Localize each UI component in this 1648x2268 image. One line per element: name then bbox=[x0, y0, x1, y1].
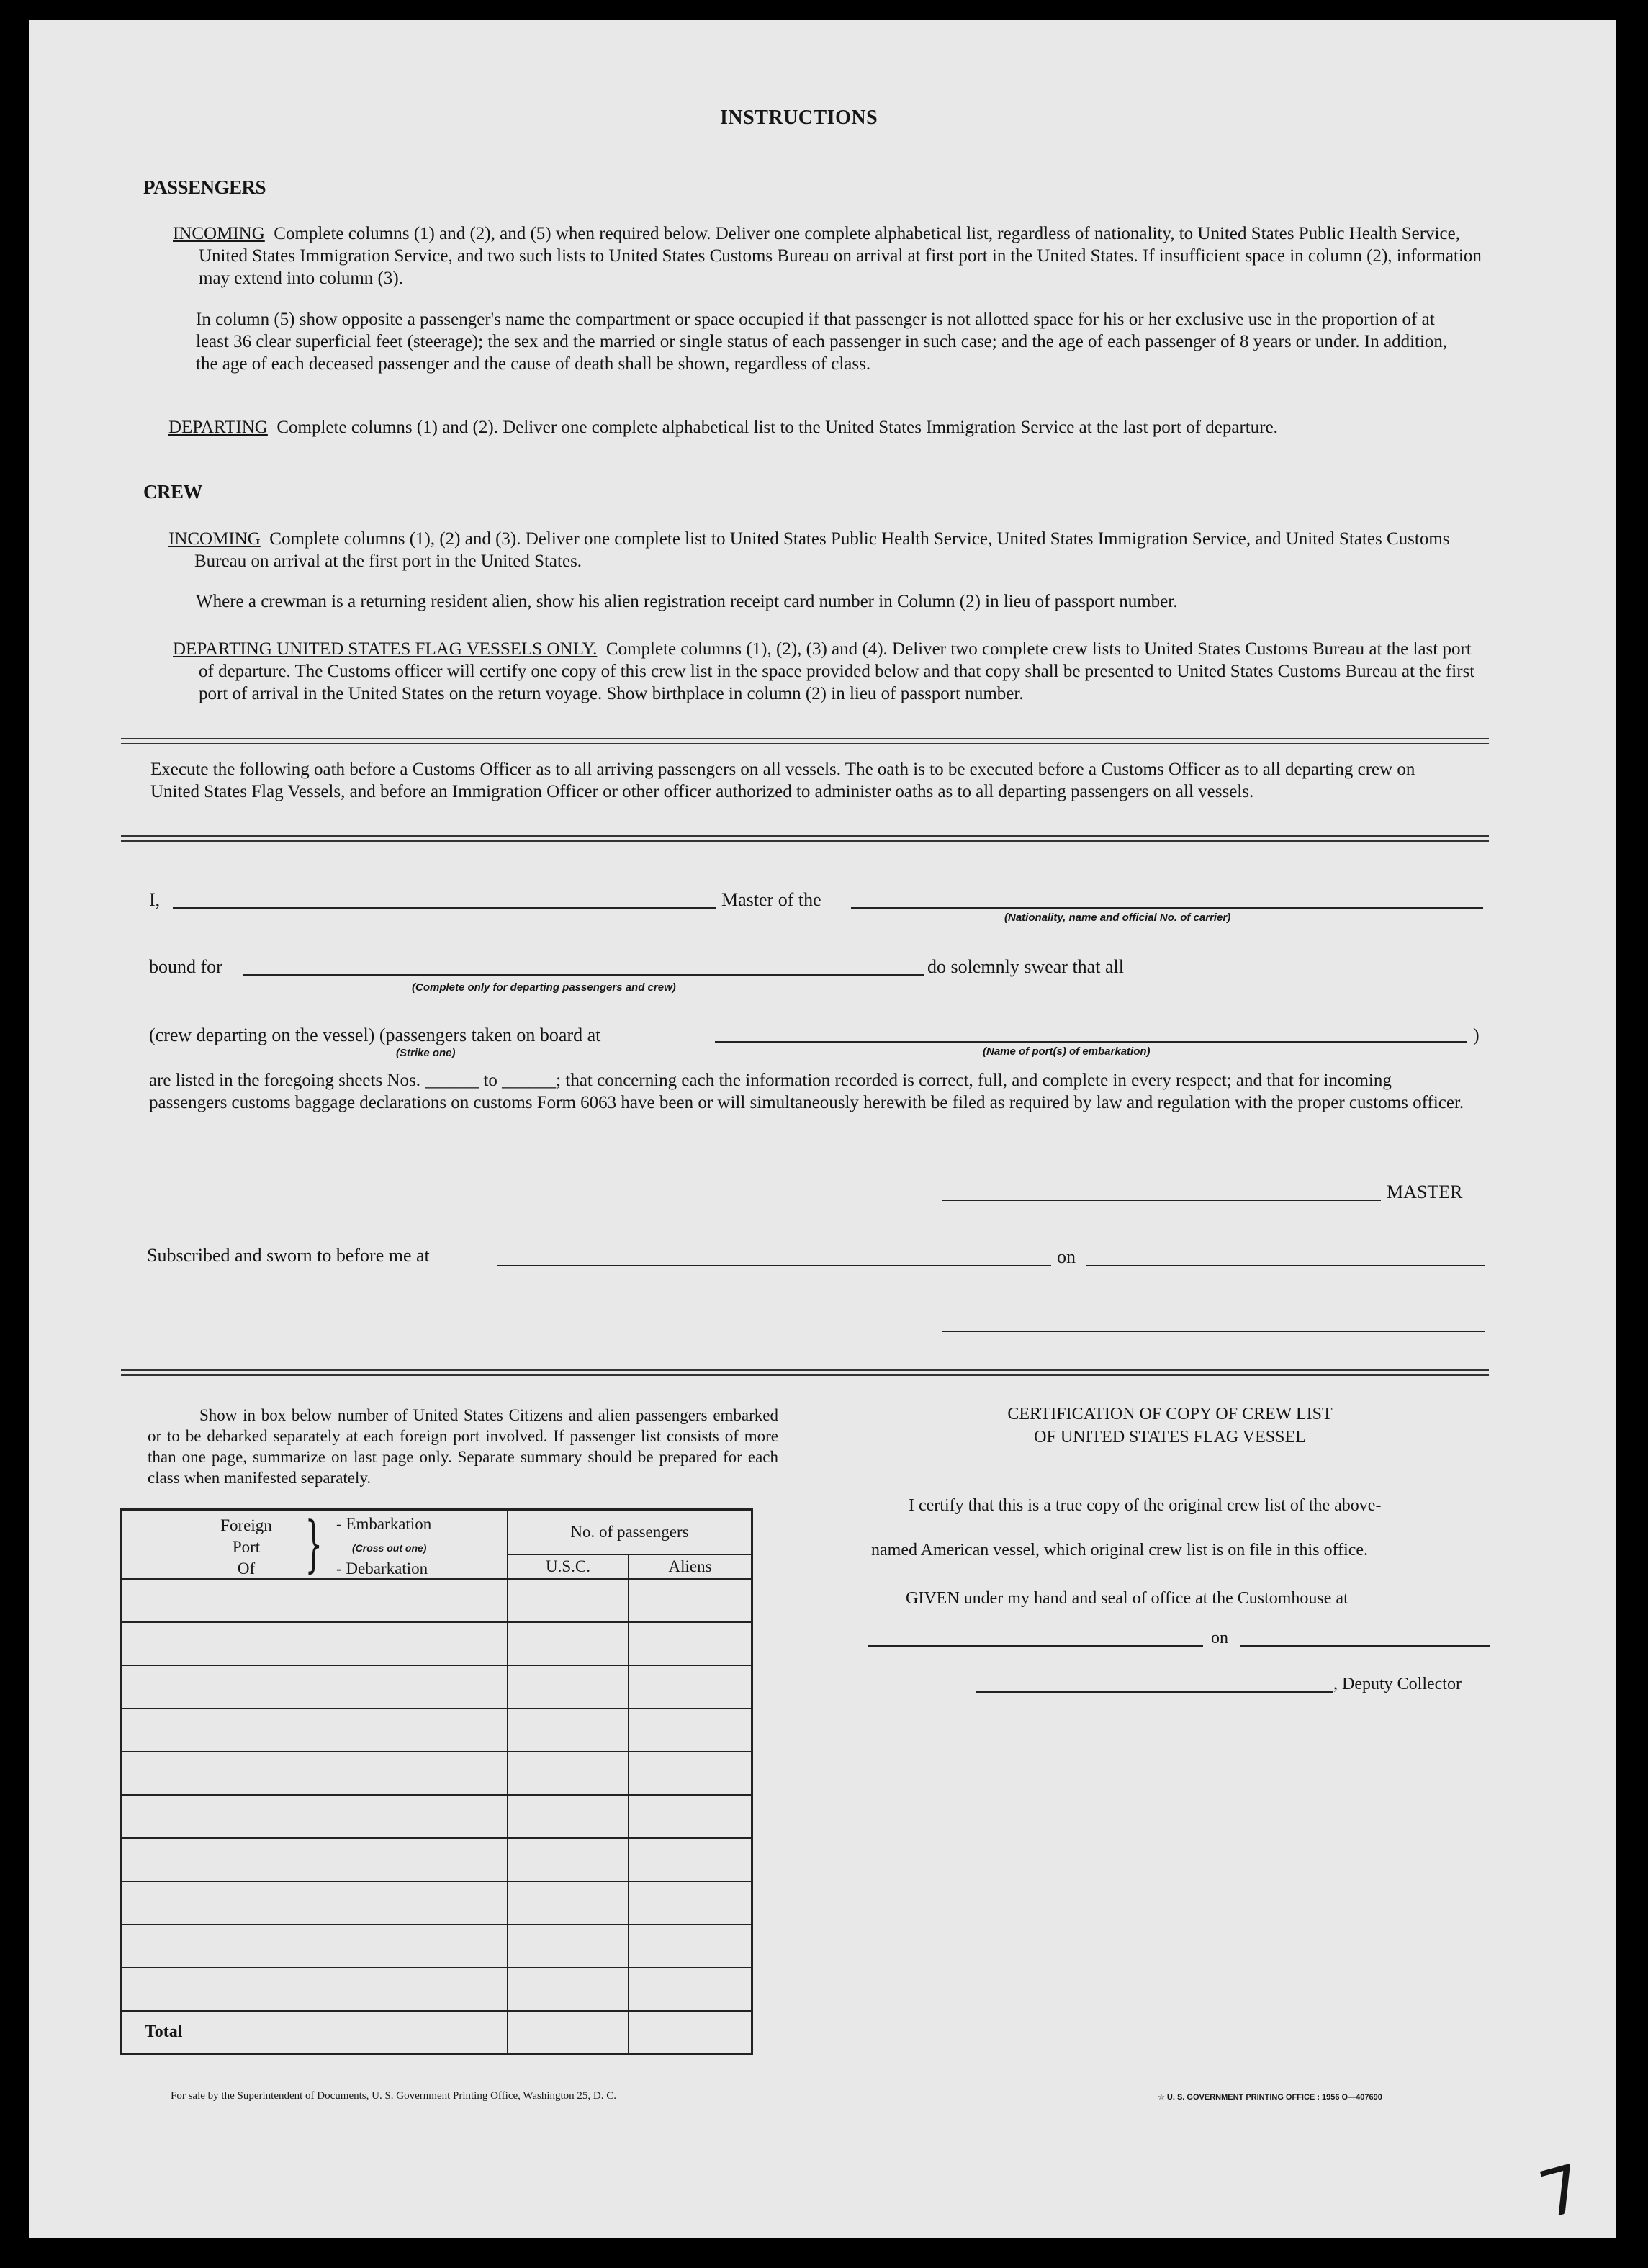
crew-heading: CREW bbox=[143, 481, 203, 503]
passengers-heading: PASSENGERS bbox=[143, 176, 266, 198]
certification-title-line1: CERTIFICATION OF COPY OF CREW LIST bbox=[1007, 1405, 1333, 1423]
bound-caption: (Complete only for departing passengers and crew) bbox=[412, 981, 676, 994]
deputy-collector-signature-field[interactable] bbox=[976, 1691, 1333, 1693]
summary-aliens-cell[interactable] bbox=[629, 1665, 752, 1709]
table-row bbox=[121, 1709, 752, 1752]
summary-usc-cell[interactable] bbox=[508, 1579, 629, 1622]
passenger-summary-table bbox=[120, 1508, 753, 2055]
certification-title-line2: OF UNITED STATES FLAG VESSEL bbox=[1034, 1428, 1306, 1446]
sworn-place-field[interactable] bbox=[497, 1265, 1051, 1266]
summary-aliens-cell[interactable] bbox=[629, 1709, 752, 1752]
sworn-on-label: on bbox=[1057, 1246, 1076, 1267]
crew-returning-paragraph: Where a crewman is a returning resident alien, show his alien registration receipt card number in Column (2) in lieu of passport number. bbox=[196, 592, 1178, 611]
subscribed-label: Subscribed and sworn to before me at bbox=[147, 1245, 430, 1266]
hdr-port: Port bbox=[232, 1538, 261, 1556]
hdr-embarkation: - Embarkation bbox=[336, 1515, 432, 1533]
summary-usc-cell[interactable] bbox=[508, 1709, 629, 1752]
passengers-departing-lead: DEPARTING bbox=[168, 418, 268, 437]
summary-aliens-cell[interactable] bbox=[629, 1968, 752, 2011]
crew-incoming-lead: INCOMING bbox=[168, 529, 261, 549]
table-row bbox=[121, 1838, 752, 1881]
certification-text-line1: I certify that this is a true copy of the original crew list of the above- bbox=[909, 1496, 1382, 1515]
swear-label: do solemnly swear that all bbox=[927, 956, 1124, 977]
hdr-no-passengers: No. of passengers bbox=[508, 1510, 752, 1554]
bound-for-field[interactable] bbox=[243, 974, 924, 976]
crew-passengers-label: (crew departing on the vessel) (passengers taken on board at bbox=[149, 1025, 601, 1045]
handwritten-page-number: 7 bbox=[1531, 2150, 1591, 2234]
sworn-date-field[interactable] bbox=[1086, 1265, 1485, 1266]
hdr-foreign: Foreign bbox=[220, 1516, 272, 1534]
table-row bbox=[121, 1752, 752, 1795]
total-row bbox=[121, 2011, 752, 2054]
summary-instruction: Show in box below number of United States Citizens and alien passengers embarked or to be debarked separately at each foreign port involved. If passenger list consists of more than one page, summarize on last page only. Separate summary should be prepared for each class when manifested separately. bbox=[148, 1406, 778, 1487]
nationality-caption: (Nationality, name and official No. of carrier) bbox=[1004, 912, 1231, 924]
embarkation-port-field[interactable] bbox=[715, 1041, 1467, 1043]
passengers-incoming-lead: INCOMING bbox=[173, 224, 265, 243]
master-of-label: Master of the bbox=[721, 889, 821, 910]
hdr-usc: U.S.C. bbox=[508, 1554, 629, 1579]
total-usc-cell[interactable] bbox=[508, 2011, 629, 2054]
table-row bbox=[121, 1968, 752, 2011]
summary-aliens-cell[interactable] bbox=[629, 1752, 752, 1795]
summary-usc-cell[interactable] bbox=[508, 1795, 629, 1838]
table-row bbox=[121, 1881, 752, 1925]
summary-rows bbox=[121, 1579, 752, 2011]
divider bbox=[121, 738, 1489, 744]
summary-port-cell[interactable] bbox=[121, 1752, 508, 1795]
summary-usc-cell[interactable] bbox=[508, 1665, 629, 1709]
carrier-field[interactable] bbox=[851, 907, 1483, 909]
table-row bbox=[121, 1795, 752, 1838]
oath-body: are listed in the foregoing sheets Nos. ______ to ______; that concerning each the information recorded is correct, full, and complete in every respect; and that for incoming passengers customs baggage declarations on customs Form 6063 have been or will simultaneously herewith be filed as required by law and regulation with the proper customs officer. bbox=[149, 1071, 1464, 1112]
deputy-collector-label: , Deputy Collector bbox=[1333, 1675, 1462, 1693]
certification-on-label: on bbox=[1211, 1629, 1228, 1647]
brace-icon: } bbox=[305, 1508, 323, 1579]
master-label: MASTER bbox=[1387, 1182, 1463, 1202]
crew-departing-lead: DEPARTING UNITED STATES FLAG VESSELS ONLY. bbox=[173, 639, 598, 659]
summary-aliens-cell[interactable] bbox=[629, 1795, 752, 1838]
footer-gpo: ☆ U. S. GOVERNMENT PRINTING OFFICE : 1956 O—407690 bbox=[1158, 2093, 1382, 2102]
foreign-port-header bbox=[121, 1510, 508, 1579]
passengers-departing-paragraph bbox=[168, 416, 1489, 438]
crew-incoming-text: Complete columns (1), (2) and (3). Deliver one complete list to United States Public Health Service, United States Immigration Service, and United States Customs Bureau on arrival at the first port in the United States. bbox=[194, 529, 1450, 571]
summary-aliens-cell[interactable] bbox=[629, 1579, 752, 1622]
summary-usc-cell[interactable] bbox=[508, 1968, 629, 2011]
table-row bbox=[121, 1665, 752, 1709]
summary-port-cell[interactable] bbox=[121, 1665, 508, 1709]
bound-for-label: bound for bbox=[149, 956, 222, 977]
close-paren: ) bbox=[1473, 1025, 1480, 1045]
summary-port-cell[interactable] bbox=[121, 1579, 508, 1622]
footer-sale-note: For sale by the Superintendent of Documents, U. S. Government Printing Office, Washington 25, D. C. bbox=[171, 2090, 616, 2102]
total-label: Total bbox=[121, 2011, 508, 2054]
certification-date-field[interactable] bbox=[1240, 1645, 1490, 1647]
given-text: GIVEN under my hand and seal of office at the Customhouse at bbox=[906, 1589, 1348, 1608]
crew-departing-paragraph bbox=[173, 638, 1483, 705]
certification-text-line2: named American vessel, which original crew list is on file in this office. bbox=[871, 1541, 1369, 1560]
ports-caption: (Name of port(s) of embarkation) bbox=[983, 1045, 1151, 1058]
summary-port-cell[interactable] bbox=[121, 1881, 508, 1925]
summary-port-cell[interactable] bbox=[121, 1795, 508, 1838]
summary-usc-cell[interactable] bbox=[508, 1925, 629, 1968]
table-row bbox=[121, 1925, 752, 1968]
summary-port-cell[interactable] bbox=[121, 1622, 508, 1665]
divider bbox=[121, 1369, 1489, 1376]
hdr-aliens: Aliens bbox=[629, 1554, 752, 1579]
summary-aliens-cell[interactable] bbox=[629, 1838, 752, 1881]
passengers-departing-text: Complete columns (1) and (2). Deliver one complete alphabetical list to the United States Immigration Service at the last port of departure. bbox=[276, 418, 1278, 437]
passengers-incoming-text: Complete columns (1) and (2), and (5) when required below. Deliver one complete alphabetical list, regardless of nationality, to United States Public Health Service, United States Immigration Service, and two such lists to United States Customs Bureau on arrival at first port in the United States. If insufficient space in column (2), information may extend into column (3). bbox=[199, 224, 1482, 288]
hdr-debarkation: - Debarkation bbox=[336, 1560, 428, 1578]
summary-usc-cell[interactable] bbox=[508, 1838, 629, 1881]
master-signature-field[interactable] bbox=[942, 1200, 1381, 1201]
passengers-column5-paragraph: In column (5) show opposite a passenger's name the compartment or space occupied if that passenger is not allotted space for his or her exclusive use in the proportion of at least 36 clear superficial feet (steerage); the sex and the married or single status of each passenger in such case; and the age of each passenger of 8 years or under. In addition, the age of each deceased passenger and the cause of death shall be shown, regardless of class. bbox=[196, 310, 1448, 374]
customhouse-field[interactable] bbox=[868, 1645, 1203, 1647]
certification-title bbox=[828, 1403, 1512, 1449]
total-aliens-cell[interactable] bbox=[629, 2011, 752, 2054]
summary-port-cell[interactable] bbox=[121, 1709, 508, 1752]
summary-port-cell[interactable] bbox=[121, 1925, 508, 1968]
divider bbox=[121, 835, 1489, 842]
summary-aliens-cell[interactable] bbox=[629, 1925, 752, 1968]
oath-i-label: I, bbox=[149, 889, 161, 910]
summary-aliens-cell[interactable] bbox=[629, 1881, 752, 1925]
summary-aliens-cell[interactable] bbox=[629, 1622, 752, 1665]
master-name-field[interactable] bbox=[173, 907, 716, 909]
strike-caption: (Strike one) bbox=[396, 1047, 456, 1059]
hdr-of: Of bbox=[237, 1560, 256, 1578]
oath-instruction: Execute the following oath before a Customs Officer as to all arriving passengers on all vessels. The oath is to be executed before a Customs Officer as to all departing crew on United States Flag Vessels, and before an Immigration Officer or other officer authorized to administer oaths as to all departing passengers on all vessels. bbox=[150, 760, 1415, 801]
table-row bbox=[121, 1622, 752, 1665]
summary-port-cell[interactable] bbox=[121, 1838, 508, 1881]
passengers-incoming-paragraph bbox=[173, 222, 1487, 289]
officer-signature-field[interactable] bbox=[942, 1331, 1485, 1332]
page-title: INSTRUCTIONS bbox=[720, 107, 878, 129]
summary-usc-cell[interactable] bbox=[508, 1752, 629, 1795]
summary-port-cell[interactable] bbox=[121, 1968, 508, 2011]
crew-departing-text: Complete columns (1), (2), (3) and (4). Deliver two complete crew lists to United States Customs Bureau at the last port of departure. The Customs officer will certify one copy of this crew list in the space provided below and that copy shall be presented to United States Customs Bureau at the first port of arrival in the United States on the return voyage. Show birthplace in column (2) in lieu of passport number. bbox=[199, 639, 1475, 703]
summary-usc-cell[interactable] bbox=[508, 1881, 629, 1925]
crew-incoming-paragraph bbox=[168, 528, 1483, 572]
summary-usc-cell[interactable] bbox=[508, 1622, 629, 1665]
table-row bbox=[121, 1579, 752, 1622]
hdr-cross-out: (Cross out one) bbox=[352, 1542, 427, 1554]
